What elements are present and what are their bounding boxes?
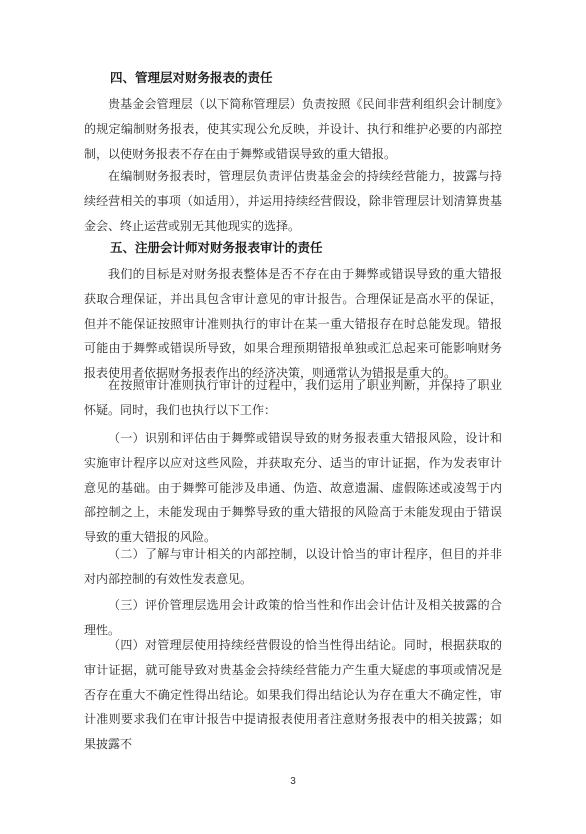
section-5-item-2: （二）了解与审计相关的内部控制，以设计恰当的审计程序，但目的并非对内部控制的有效性发表意见。	[84, 547, 502, 586]
section-4-paragraph-2: 在编制财务报表时，管理层负责评估贵基金会的持续经营能力，披露与持续经营相关的事项（如适用），并运用持续经营假设，除非管理层计划清算贵基金会、终止运营或别无其他现实的选择。	[84, 169, 502, 233]
page-number: 3	[290, 776, 296, 787]
section-5-item-1: （一）识别和评估由于舞弊或错误导致的财务报表重大错报风险，设计和实施审计程序以应对这些风险，并获取充分、适当的审计证据，作为发表审计意见的基础。由于舞弊可能涉及串通、伪造、故意遗漏、虚假陈述或凌驾于内部控制之上，未能发现由于舞弊导致的重大错报的风险高于未能发现由于错误导致的重大错报的风险。	[84, 431, 502, 545]
section-5-paragraph-2: 在按照审计准则执行审计的过程中，我们运用了职业判断，并保持了职业怀疑。同时，我们也执行以下工作：	[84, 378, 502, 417]
section-5-paragraph-1: 我们的目标是对财务报表整体是否不存在由于舞弊或错误导致的重大错报获取合理保证，并出具包含审计意见的审计报告。合理保证是高水平的保证，但并不能保证按照审计准则执行的审计在某一重大错报存在时总能发现。错报可能由于舞弊或错误所导致，如果合理预期错报单独或汇总起来可能影响财务报表使用者依据财务报表作出的经济决策，则通常认为错报是重大的。	[84, 267, 502, 381]
section-5-item-3: （三）评价管理层选用会计政策的恰当性和作出会计估计及相关披露的合理性。	[84, 598, 502, 637]
section-5-heading: 五、注册会计师对财务报表审计的责任	[110, 240, 323, 255]
section-4-paragraph-1: 贵基金会管理层（以下简称管理层）负责按照《民间非营利组织会计制度》的规定编制财务报表，使其实现公允反映，并设计、执行和维护必要的内部控制，以使财务报表不存在由于舞弊或错误导致的重大错报。	[84, 97, 502, 161]
section-5-item-4: （四）对管理层使用持续经营假设的恰当性得出结论。同时，根据获取的审计证据，就可能导致对贵基金会持续经营能力产生重大疑虑的事项或情况是否存在重大不确定性得出结论。如果我们得出结论认为存在重大不确定性，审计准则要求我们在审计报告中提请报表使用者注意财务报表中的相关披露；如果披露不	[84, 638, 502, 752]
section-4-heading: 四、管理层对财务报表的责任	[110, 70, 273, 85]
